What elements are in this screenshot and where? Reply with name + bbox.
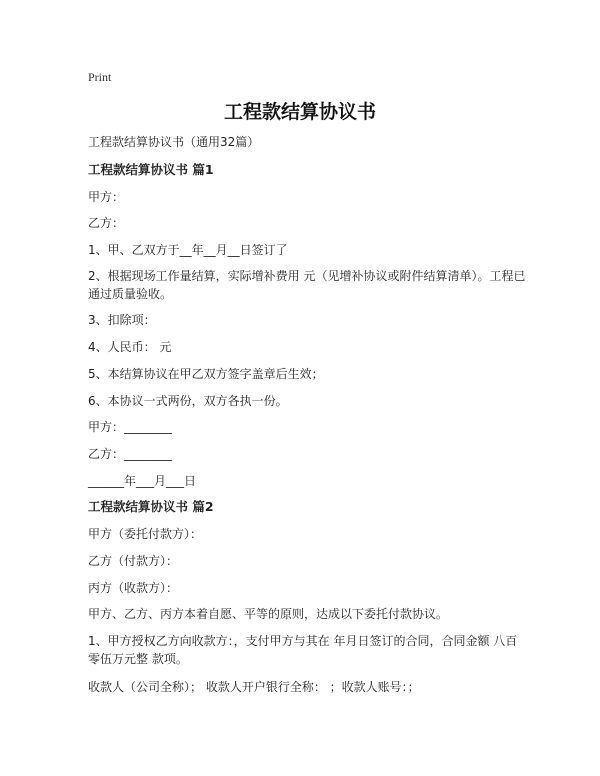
clause-5: 5、本结算协议在甲乙双方签字盖章后生效； bbox=[88, 367, 324, 381]
receiving-party-line: 丙方（收款方）： bbox=[88, 581, 179, 595]
clause-2: 2、根据现场工作量结算，实际增补费用 元（见增补协议或附件结算清单）。工程已通过质量验收。 bbox=[88, 269, 526, 301]
clause-4: 4、人民币： 元 bbox=[88, 340, 172, 354]
paying-party-line: 乙方（付款方）： bbox=[88, 554, 179, 568]
authorization-clause: 1、甲方授权乙方向收款方：，支付甲方与其在 年月日签订的合同，合同金额 八百零伍万元整 款项。 bbox=[88, 634, 518, 666]
page-title: 工程款结算协议书 bbox=[223, 101, 376, 123]
entrusting-party-line: 甲方（委托付款方）： bbox=[88, 527, 203, 541]
signature-date: ______年___月___日 bbox=[88, 474, 197, 488]
principle-paragraph: 甲方、乙方、丙方本着自愿、平等的原则，达成以下委托付款协议。 bbox=[88, 607, 449, 621]
party-a-signature: 甲方：________ bbox=[88, 420, 173, 434]
print-link[interactable]: Print bbox=[88, 70, 112, 84]
document-subtitle: 工程款结算协议书（通用32篇） bbox=[88, 135, 260, 149]
clause-1: 1、甲、乙双方于__年__月__日签订了 bbox=[88, 243, 288, 257]
party-b-line: 乙方： bbox=[88, 216, 125, 230]
section-1-heading: 工程款结算协议书 篇1 bbox=[88, 162, 214, 177]
clause-6: 6、本协议一式两份，双方各执一份。 bbox=[88, 394, 288, 408]
party-b-signature: 乙方：________ bbox=[88, 447, 173, 461]
payee-account-line: 收款人（公司全称）； 收款人开户银行全称： ；收款人账号：； bbox=[88, 680, 420, 694]
section-2-heading: 工程款结算协议书 篇2 bbox=[88, 499, 214, 514]
clause-3: 3、扣除项： bbox=[88, 313, 156, 327]
party-a-line: 甲方： bbox=[88, 190, 125, 204]
